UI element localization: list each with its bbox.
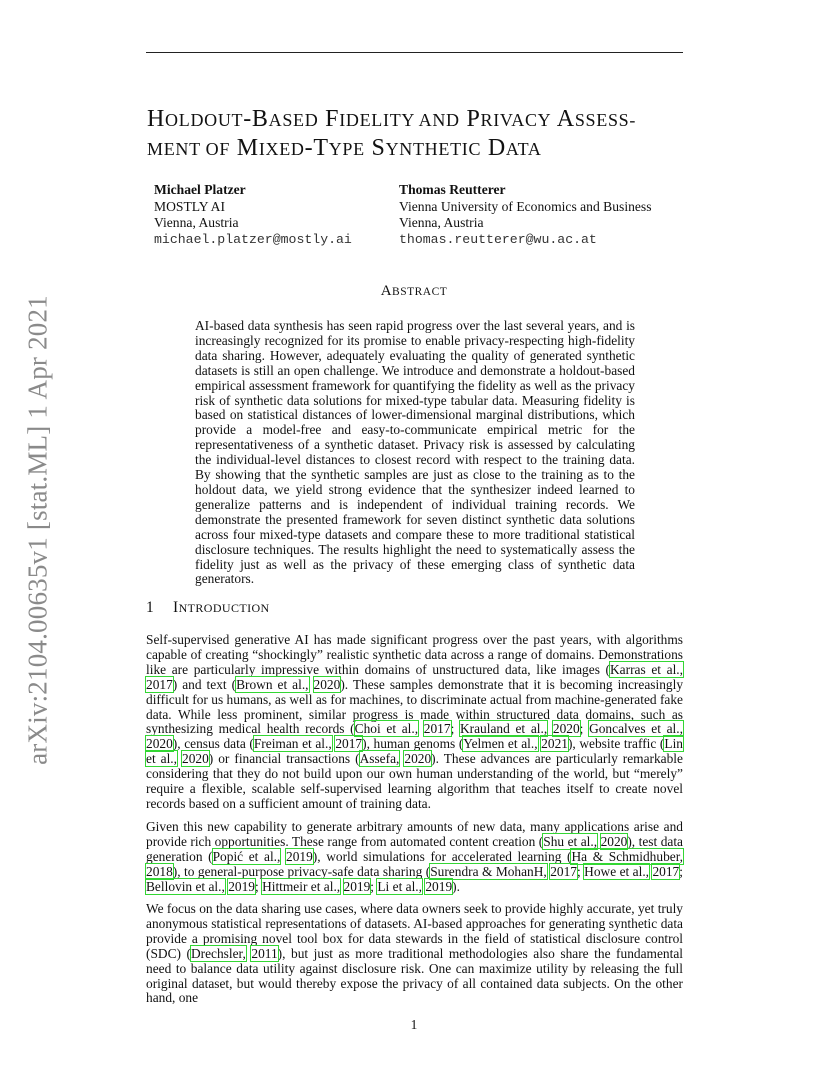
- citation-year-link[interactable]: 2019: [343, 878, 371, 894]
- author-name: Michael Platzer: [154, 182, 246, 197]
- citation-link[interactable]: Choi et al.,: [354, 721, 419, 737]
- citation-link[interactable]: Lin et al.,: [146, 736, 683, 767]
- citation-year-link[interactable]: 2019: [286, 848, 313, 864]
- author-block-platzer: [154, 182, 352, 248]
- top-rule: [146, 52, 683, 53]
- citation-year-link[interactable]: 2020: [552, 721, 580, 737]
- citation-link[interactable]: Shu et al.,: [543, 833, 598, 849]
- citation-year-link[interactable]: 2020: [313, 676, 341, 692]
- page-number: 1: [410, 1017, 418, 1032]
- citation-link[interactable]: Brown et al.,: [236, 676, 309, 692]
- citation-link[interactable]: Freiman et al.,: [253, 736, 332, 752]
- citation-year-link[interactable]: 2019: [425, 878, 453, 894]
- author-affiliation: MOSTLY AI: [154, 198, 226, 214]
- citation-link[interactable]: Yelmen et al.,: [463, 736, 538, 752]
- citation-year-link[interactable]: 2021: [541, 736, 568, 752]
- citation-link[interactable]: Assefa,: [359, 751, 400, 767]
- author-block-reutterer: [399, 182, 652, 248]
- citation-year-link[interactable]: 2017: [146, 676, 173, 692]
- author-affiliation: Vienna University of Economics and Business: [399, 198, 652, 214]
- citation-year-link[interactable]: 2020: [404, 751, 432, 767]
- citation-link[interactable]: Bellovin et al.,: [146, 878, 225, 894]
- paper-title: HOLDOUT-BASED FIDELITY AND PRIVACY ASSESS- MENT OF MIXED-TYPE SYNTHETIC DATA: [147, 106, 637, 161]
- citation-link[interactable]: Drechsler,: [190, 945, 246, 961]
- citation-link[interactable]: Krauland et al.,: [459, 721, 548, 737]
- citation-link[interactable]: Howe et al.,: [584, 863, 650, 879]
- citation-year-link[interactable]: 2020: [146, 736, 173, 752]
- citation-year-link[interactable]: 2017: [550, 863, 577, 879]
- author-location: Vienna, Austria: [399, 215, 484, 231]
- author-email[interactable]: thomas.reutterer@wu.ac.at: [399, 231, 597, 247]
- abstract-heading: ABSTRACT: [380, 283, 448, 299]
- abstract-text: AI-based data synthesis has seen rapid progress over the last several years, and is increasingly recognized for its promise to enable privacy-respecting high-fidelity data sharing. However, adequately evaluating the quality of generated synthetic datasets is still an open challenge. We introduce and demonstrate a holdout-based empirical assessment framework for quantifying the fidelity as well as the privacy risk of synthetic data solutions for mixed-type tabular data. Measuring fidelity is based on statistical distances of lower-dimensional marginal distributions, which provide a model-free and easy-to-communicate empirical metric for the representativeness of a synthetic dataset. Privacy risk is assessed by calculating the individual-level distances to closest record with respect to the training data. By showing that the synthetic samples are just as close to the training as to the holdout data, we yield strong evidence that the synthesizer indeed learned to generalize patterns and is independent of individual training records. We demonstrate the presented framework for seven distinct synthetic data solutions across four mixed-type datasets and compare these to more traditional statistical disclosure techniques. The results highlight the need to systematically assess the fidelity just as well as the privacy of these emerging class of synthetic data generators.: [195, 318, 635, 587]
- intro-paragraph-2: Given this new capability to generate arbitrary amounts of new data, many applications arise and provide rich opportunities. These range from automated content creation (Shu et al., 2020), test data generation (Popić et al., 2019), world simulations for accelerated learning (Ha & Schmidhuber, 2018), to general-purpose privacy-safe data sharing (Surendra & MohanH, 2017; Howe et al., 2017; Bellovin et al., 2019; Hittmeir et al., 2019; Li et al., 2019).: [146, 819, 683, 894]
- citation-year-link[interactable]: 2017: [335, 736, 363, 752]
- intro-paragraph-3: We focus on the data sharing use cases, where data owners seek to provide highly accurate, yet truly anonymous statistical representations of datasets. AI-based approaches for generating synthetic data provide a promising novel tool box for data stewards in the field of statistical disclosure control (SDC) (Drechsler, 2011), but just as more traditional methodologies also share the fundamental need to balance data utility against disclosure risk. One can maximize utility by releasing the full original dataset, but would thereby expose the privacy of all contained data subjects. On the other hand, one: [146, 901, 683, 1006]
- citation-year-link[interactable]: 2020: [182, 751, 209, 767]
- citation-year-link[interactable]: 2019: [228, 878, 255, 894]
- citation-year-link[interactable]: 2018: [146, 863, 173, 879]
- citation-link[interactable]: Goncalves et al.,: [589, 721, 683, 737]
- citation-year-link[interactable]: 2011: [251, 945, 278, 961]
- citation-link[interactable]: Popić et al.,: [212, 848, 281, 864]
- citation-year-link[interactable]: 2020: [600, 833, 628, 849]
- citation-link[interactable]: Li et al.,: [377, 878, 422, 894]
- citation-link[interactable]: Karras et al.,: [610, 661, 683, 677]
- author-email[interactable]: michael.platzer@mostly.ai: [154, 231, 352, 247]
- citation-year-link[interactable]: 2017: [652, 863, 680, 879]
- author-name: Thomas Reutterer: [399, 182, 506, 197]
- citation-link[interactable]: Hittmeir et al.,: [262, 878, 341, 894]
- arxiv-identifier: arXiv:2104.00635v1 [stat.ML] 1 Apr 2021: [22, 295, 53, 765]
- intro-paragraph-1: Self-supervised generative AI has made significant progress over the past years, with algorithms capable of creating “shockingly” realistic synthetic data across a range of domains. Demonstrations like are particularly impressive within domains of unstructured data, like images (Karras et al., 2017) and text (Brown et al., 2020). These samples demonstrate that it is becoming increasingly difficult for us humans, as well as for machines, to discriminate actual from machine-generated fake data. While less prominent, similar progress is made within structured data domains, such as synthesizing medical health records (Choi et al., 2017; Krauland et al., 2020; Goncalves et al., 2020), census data (Freiman et al., 2017), human genoms (Yelmen et al., 2021), website traffic (Lin et al., 2020) or financial transactions (Assefa, 2020). These advances are particularly remarkable considering that they do not build upon our own human understanding of the world, but “merely” require a flexible, scalable self-supervised learning algorithm that teaches itself to create novel records based on a sufficient amount of training data.: [146, 632, 684, 811]
- section-heading-introduction: 1 INTRODUCTION: [146, 599, 270, 616]
- citation-link[interactable]: Surendra & MohanH,: [430, 863, 547, 879]
- author-location: Vienna, Austria: [154, 215, 239, 231]
- citation-year-link[interactable]: 2017: [423, 721, 451, 737]
- citation-link[interactable]: Ha & Schmidhuber,: [571, 848, 683, 864]
